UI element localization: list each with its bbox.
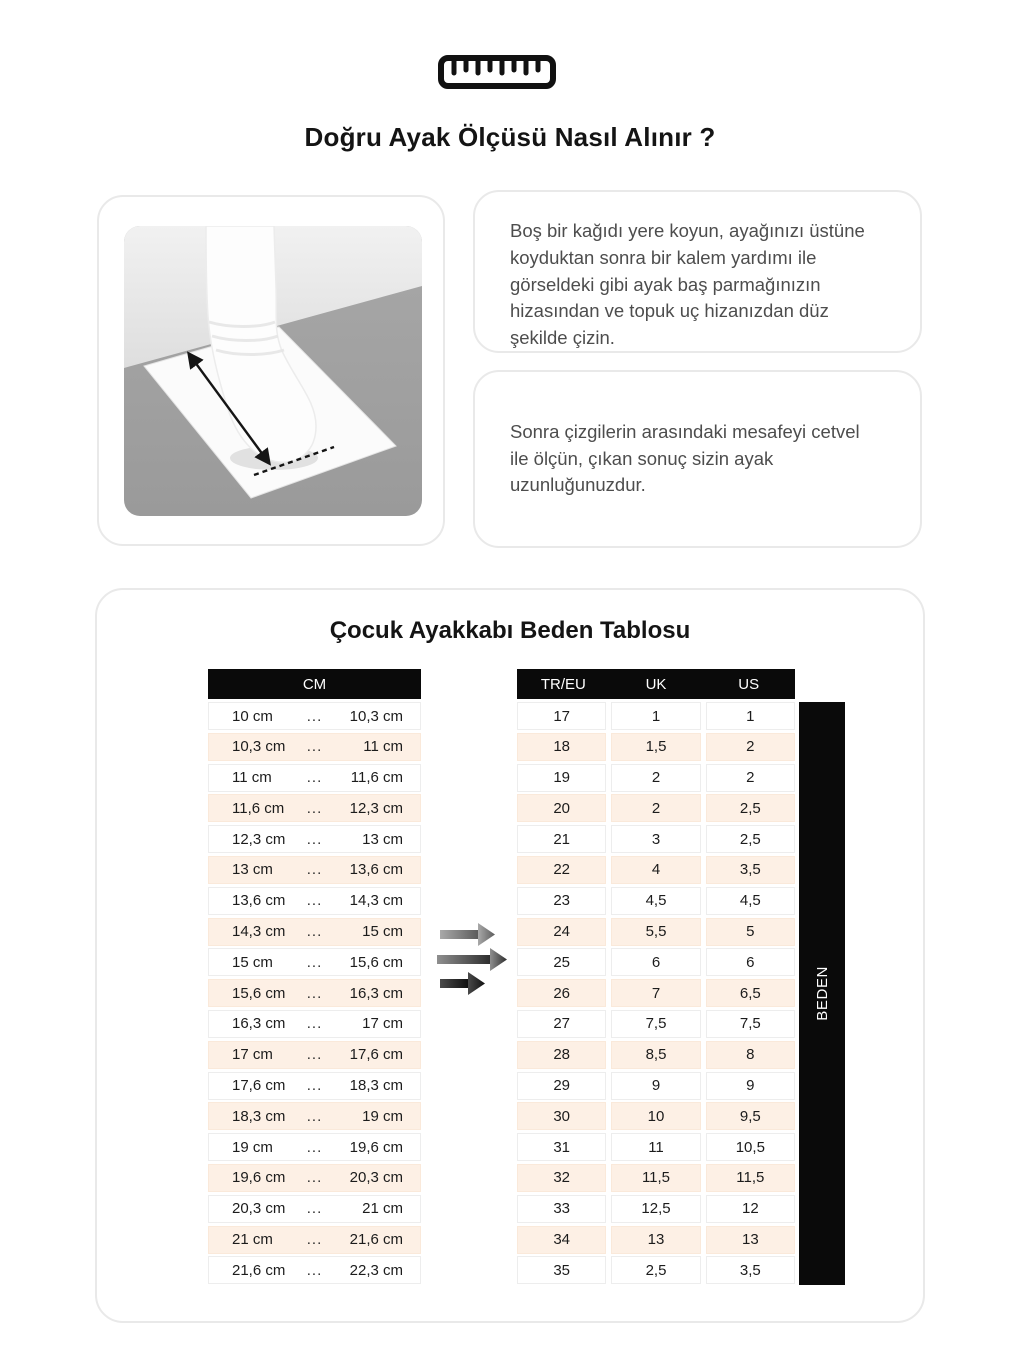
cm-from-value: 11 cm: [232, 769, 272, 787]
intl-size-table: [517, 669, 795, 1284]
us-size: 1: [706, 702, 795, 730]
intl-size-row: [517, 979, 795, 1007]
cm-range-row: [208, 1010, 421, 1038]
uk-size: 10: [611, 1102, 700, 1130]
cm-to-value: 12,3 cm: [349, 799, 403, 817]
cm-from-value: 19,6 cm: [232, 1169, 286, 1187]
range-separator: ...: [306, 1077, 323, 1095]
tr-eu-size: 29: [517, 1072, 606, 1100]
range-separator: ...: [306, 799, 323, 817]
range-separator: ...: [306, 738, 323, 756]
tr-eu-size: 33: [517, 1195, 606, 1223]
range-separator: ...: [306, 830, 323, 848]
tr-eu-size: 35: [517, 1256, 606, 1284]
ruler-icon: [437, 54, 557, 90]
intl-size-row: [517, 1226, 795, 1254]
us-size: 2: [706, 733, 795, 761]
cm-table-body: [208, 702, 421, 1284]
cm-range-row: [208, 702, 421, 730]
tr-eu-size: 20: [517, 794, 606, 822]
range-separator: ...: [306, 1107, 323, 1125]
cm-range-row: [208, 825, 421, 853]
intl-size-row: [517, 1195, 795, 1223]
uk-size: 3: [611, 825, 700, 853]
cm-range-row: [208, 764, 421, 792]
cm-range-row: [208, 856, 421, 884]
cm-range-row: [208, 887, 421, 915]
range-separator: ...: [306, 953, 323, 971]
cm-to-value: 13 cm: [362, 830, 403, 848]
cm-range-row: [208, 1072, 421, 1100]
uk-size: 7: [611, 979, 700, 1007]
uk-size: 8,5: [611, 1041, 700, 1069]
tr-eu-size: 25: [517, 948, 606, 976]
us-size: 3,5: [706, 1256, 795, 1284]
cm-range-row: [208, 918, 421, 946]
cm-to-value: 13,6 cm: [349, 861, 403, 879]
cm-range-table: [208, 669, 421, 1284]
ruler-icon-svg: [437, 54, 557, 90]
tr-eu-size: 23: [517, 887, 606, 915]
us-size: 8: [706, 1041, 795, 1069]
uk-size: 7,5: [611, 1010, 700, 1038]
cm-from-value: 15,6 cm: [232, 984, 286, 1002]
uk-size: 2: [611, 764, 700, 792]
header-tr-eu: TR/EU: [540, 675, 586, 693]
instruction-card-1: [473, 190, 922, 353]
uk-size: 4: [611, 856, 700, 884]
intl-size-row: [517, 825, 795, 853]
intl-size-row: [517, 794, 795, 822]
us-size: 4,5: [706, 887, 795, 915]
measurement-photo-card: [97, 195, 445, 546]
range-separator: ...: [306, 1169, 323, 1187]
cm-from-value: 20,3 cm: [232, 1200, 286, 1218]
size-table-card: [95, 588, 925, 1323]
cm-from-value: 13,6 cm: [232, 892, 286, 910]
cm-table-header: [208, 669, 421, 699]
tr-eu-size: 18: [517, 733, 606, 761]
cm-from-value: 12,3 cm: [232, 830, 286, 848]
cm-from-value: 21 cm: [232, 1231, 273, 1249]
us-size: 12: [706, 1195, 795, 1223]
uk-size: 2,5: [611, 1256, 700, 1284]
beden-side-label: [799, 702, 845, 1285]
cm-to-value: 18,3 cm: [349, 1077, 403, 1095]
cm-range-row: [208, 1195, 421, 1223]
uk-size: 11: [611, 1133, 700, 1161]
tr-eu-size: 28: [517, 1041, 606, 1069]
range-separator: ...: [306, 1200, 323, 1218]
page-title: Doğru Ayak Ölçüsü Nasıl Alınır ?: [304, 122, 716, 152]
header-us: US: [738, 675, 760, 693]
beden-label-text: BEDEN: [813, 966, 831, 1021]
header-uk: UK: [645, 675, 667, 693]
cm-to-value: 16,3 cm: [349, 984, 403, 1002]
cm-to-value: 14,3 cm: [349, 892, 403, 910]
range-separator: ...: [306, 1138, 323, 1156]
tr-eu-size: 34: [517, 1226, 606, 1254]
uk-size: 1: [611, 702, 700, 730]
tr-eu-size: 27: [517, 1010, 606, 1038]
intl-size-row: [517, 1041, 795, 1069]
us-size: 2,5: [706, 794, 795, 822]
intl-size-row: [517, 1133, 795, 1161]
us-size: 9,5: [706, 1102, 795, 1130]
cm-from-value: 11,6 cm: [232, 799, 285, 817]
cm-from-value: 19 cm: [232, 1138, 273, 1156]
cm-range-row: [208, 1041, 421, 1069]
arrow-bottom: [440, 972, 485, 995]
intl-size-row: [517, 1102, 795, 1130]
uk-size: 1,5: [611, 733, 700, 761]
range-separator: ...: [306, 892, 323, 910]
cm-range-row: [208, 794, 421, 822]
intl-table-header: [517, 669, 795, 699]
cm-from-value: 13 cm: [232, 861, 273, 879]
tr-eu-size: 31: [517, 1133, 606, 1161]
cm-range-row: [208, 1164, 421, 1192]
cm-to-value: 15,6 cm: [349, 953, 403, 971]
cm-from-value: 21,6 cm: [232, 1261, 286, 1279]
cm-to-value: 19 cm: [362, 1107, 403, 1125]
cm-from-value: 10 cm: [232, 707, 273, 725]
cm-to-value: 20,3 cm: [349, 1169, 403, 1187]
us-size: 7,5: [706, 1010, 795, 1038]
cm-to-value: 11,6 cm: [350, 769, 403, 787]
tr-eu-size: 22: [517, 856, 606, 884]
us-size: 9: [706, 1072, 795, 1100]
cm-range-row: [208, 979, 421, 1007]
intl-size-row: [517, 1164, 795, 1192]
intl-size-row: [517, 856, 795, 884]
cm-to-value: 22,3 cm: [349, 1261, 403, 1279]
instruction-card-2: [473, 370, 922, 548]
intl-table-body: [517, 702, 795, 1284]
intl-size-row: [517, 702, 795, 730]
range-separator: ...: [306, 769, 323, 787]
tr-eu-size: 32: [517, 1164, 606, 1192]
cm-to-value: 10,3 cm: [349, 707, 403, 725]
cm-range-row: [208, 1102, 421, 1130]
uk-size: 11,5: [611, 1164, 700, 1192]
cm-range-row: [208, 1133, 421, 1161]
intl-size-row: [517, 918, 795, 946]
uk-size: 6: [611, 948, 700, 976]
cm-range-row: [208, 1226, 421, 1254]
intl-size-row: [517, 1072, 795, 1100]
arrow-top: [440, 923, 495, 946]
cm-to-value: 11 cm: [363, 738, 403, 756]
us-size: 11,5: [706, 1164, 795, 1192]
us-size: 5: [706, 918, 795, 946]
intl-size-row: [517, 887, 795, 915]
cm-from-value: 16,3 cm: [232, 1015, 286, 1033]
foot-photo-illustration: [124, 226, 422, 516]
cm-to-value: 21 cm: [362, 1200, 403, 1218]
cm-from-value: 10,3 cm: [232, 738, 286, 756]
cm-to-value: 21,6 cm: [349, 1231, 403, 1249]
size-table-title: Çocuk Ayakkabı Beden Tablosu: [329, 617, 691, 644]
range-separator: ...: [306, 1046, 323, 1064]
range-separator: ...: [306, 1015, 323, 1033]
cm-from-value: 14,3 cm: [232, 923, 286, 941]
cm-range-row: [208, 733, 421, 761]
intl-size-row: [517, 733, 795, 761]
range-separator: ...: [306, 1231, 323, 1249]
us-size: 2,5: [706, 825, 795, 853]
intl-size-row: [517, 764, 795, 792]
us-size: 10,5: [706, 1133, 795, 1161]
tr-eu-size: 17: [517, 702, 606, 730]
cm-to-value: 17 cm: [362, 1015, 403, 1033]
instruction-step-1: Boş bir kağıdı yere koyun, ayağınızı üstüne koyduktan sonra bir kalem yardımı ile görseldeki gibi ayak baş parmağınızın hizasından ve topuk uç hizanızdan düz şekilde çizin.: [510, 220, 865, 349]
uk-size: 12,5: [611, 1195, 700, 1223]
conversion-arrows-icon: [437, 920, 509, 998]
uk-size: 9: [611, 1072, 700, 1100]
foot-measurement-photo: [124, 226, 422, 516]
us-size: 6,5: [706, 979, 795, 1007]
cm-to-value: 19,6 cm: [349, 1138, 403, 1156]
cm-from-value: 17,6 cm: [232, 1077, 286, 1095]
tr-eu-size: 24: [517, 918, 606, 946]
range-separator: ...: [306, 923, 323, 941]
intl-size-row: [517, 948, 795, 976]
arrow-middle: [437, 948, 507, 971]
cm-from-value: 17 cm: [232, 1046, 273, 1064]
tr-eu-size: 19: [517, 764, 606, 792]
us-size: 13: [706, 1226, 795, 1254]
uk-size: 4,5: [611, 887, 700, 915]
range-separator: ...: [306, 1261, 323, 1279]
uk-size: 5,5: [611, 918, 700, 946]
instruction-step-2: Sonra çizgilerin arasındaki mesafeyi cetvel ile ölçün, çıkan sonuç sizin ayak uzunluğunuzdur.: [510, 420, 860, 496]
range-separator: ...: [306, 861, 323, 879]
cm-from-value: 15 cm: [232, 953, 273, 971]
us-size: 6: [706, 948, 795, 976]
cm-to-value: 17,6 cm: [349, 1046, 403, 1064]
us-size: 2: [706, 764, 795, 792]
tr-eu-size: 26: [517, 979, 606, 1007]
uk-size: 13: [611, 1226, 700, 1254]
cm-header-label: CM: [302, 675, 327, 693]
range-separator: ...: [306, 707, 323, 725]
tr-eu-size: 21: [517, 825, 606, 853]
tr-eu-size: 30: [517, 1102, 606, 1130]
cm-to-value: 15 cm: [362, 923, 403, 941]
range-separator: ...: [306, 984, 323, 1002]
intl-size-row: [517, 1256, 795, 1284]
cm-range-row: [208, 1256, 421, 1284]
cm-range-row: [208, 948, 421, 976]
cm-from-value: 18,3 cm: [232, 1107, 286, 1125]
us-size: 3,5: [706, 856, 795, 884]
uk-size: 2: [611, 794, 700, 822]
intl-size-row: [517, 1010, 795, 1038]
